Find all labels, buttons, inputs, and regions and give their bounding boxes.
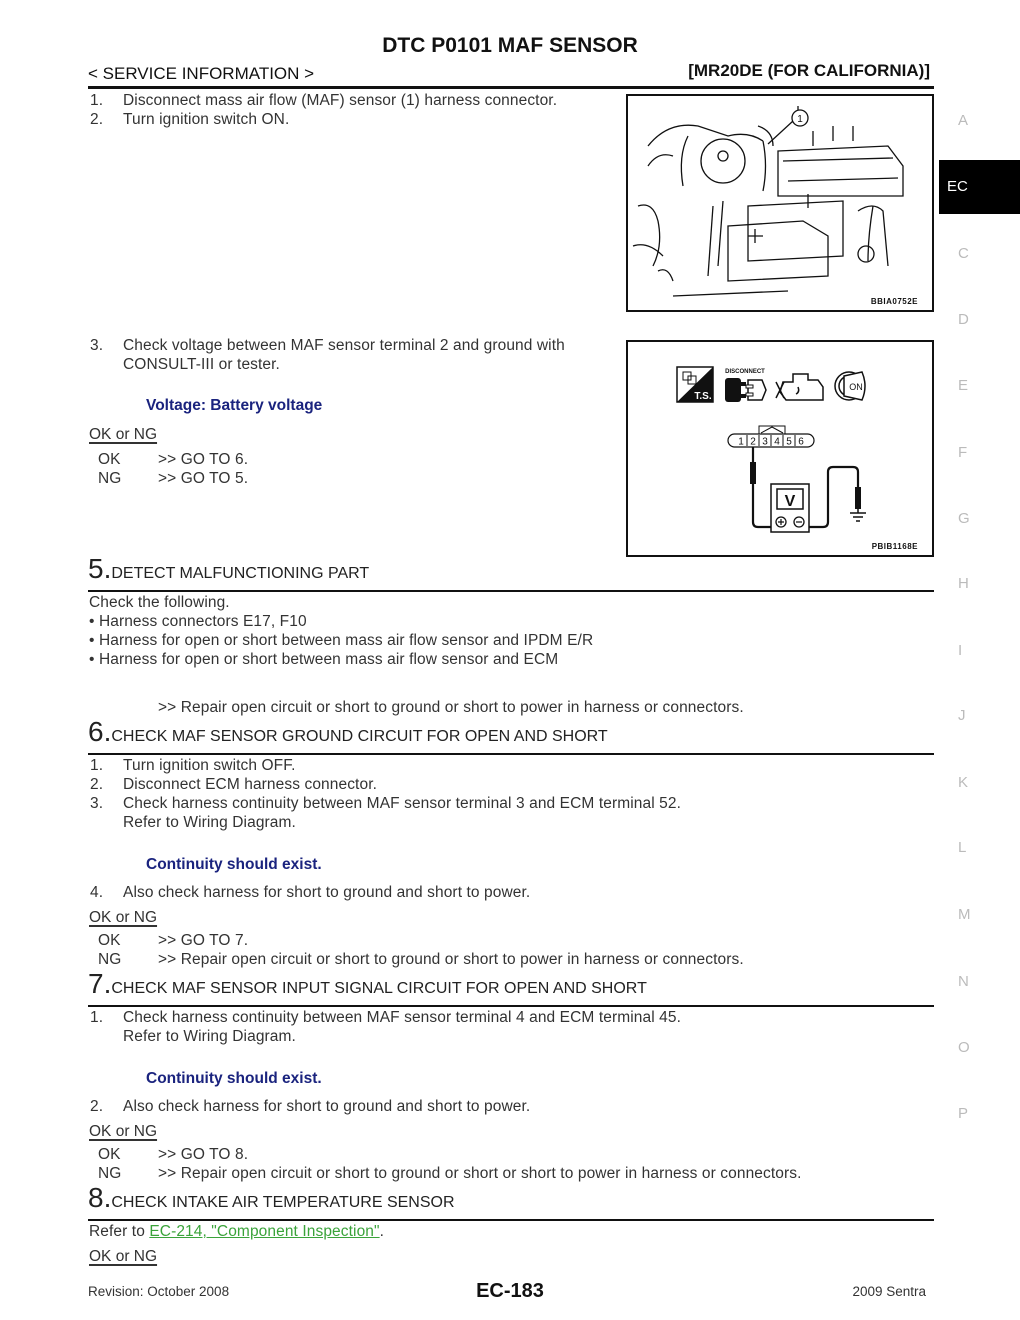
spec-note: Voltage: Battery voltage <box>146 397 323 414</box>
list-item: 3. Check voltage between MAF sensor terminal 2 and ground with <box>90 337 565 354</box>
step-5-intro: Check the following. <box>89 594 230 611</box>
revision-date: Revision: October 2008 <box>88 1284 230 1299</box>
tab-c[interactable]: C <box>958 245 969 262</box>
voltage-check-figure <box>626 340 934 557</box>
list-item: 4. Also check harness for short to ground and short to power. <box>90 884 531 901</box>
engine-off-icon <box>776 374 823 400</box>
step-6-heading: 6.CHECK MAF SENSOR GROUND CIRCUIT FOR OPEN AND SHORT <box>88 716 608 747</box>
tab-l[interactable]: L <box>958 839 967 856</box>
spec-note: Continuity should exist. <box>146 1070 322 1087</box>
page-title: DTC P0101 MAF SENSOR <box>382 34 638 57</box>
terminal-5: 5 <box>786 436 792 448</box>
list-item: 3. Check harness continuity between MAF sensor terminal 3 and ECM terminal 52. <box>90 795 681 812</box>
refer-line: Refer to EC-214, "Component Inspection". <box>89 1223 385 1240</box>
result-ng: NG >> Repair open circuit or short to ground or short to power in harness or connectors. <box>98 951 744 968</box>
step-8-heading: 8.CHECK INTAKE AIR TEMPERATURE SENSOR <box>88 1182 455 1213</box>
list-item: 1. Check harness continuity between MAF sensor terminal 4 and ECM terminal 45. <box>90 1009 681 1026</box>
page-number: EC-183 <box>476 1280 544 1302</box>
probe-negative <box>855 487 861 509</box>
list-item: 2. Also check harness for short to ground and short to power. <box>90 1098 531 1115</box>
result-ng: NG >> Repair open circuit or short to ground or short or short to power in harness or connectors. <box>98 1165 802 1182</box>
ok-or-ng-label: OK or NG <box>89 909 158 926</box>
list-item-cont: Refer to Wiring Diagram. <box>123 814 296 831</box>
voltmeter <box>771 484 809 532</box>
svg-text:1: 1 <box>797 114 803 125</box>
ground-icon <box>850 509 866 521</box>
ts-icon <box>677 367 713 402</box>
list-item: 1. Disconnect mass air flow (MAF) sensor (1) harness connector. <box>90 92 558 109</box>
list-item: 2. Disconnect ECM harness connector. <box>90 776 378 793</box>
engine-bay-figure <box>626 94 934 312</box>
bullet-item: • Harness for open or short between mass air flow sensor and ECM <box>89 651 559 668</box>
step-rule <box>88 590 934 592</box>
list-item: 1. Turn ignition switch OFF. <box>90 757 296 774</box>
tab-p[interactable]: P <box>958 1105 969 1122</box>
header-rule <box>88 86 934 89</box>
result-ok: OK >> GO TO 6. <box>98 451 249 468</box>
step-7-heading: 7.CHECK MAF SENSOR INPUT SIGNAL CIRCUIT FOR OPEN AND SHORT <box>88 968 647 999</box>
section-label: < SERVICE INFORMATION > <box>88 64 315 83</box>
ok-or-ng-label: OK or NG <box>89 1123 158 1140</box>
voltage-check-diagram <box>628 342 932 555</box>
result-ok: OK >> GO TO 7. <box>98 932 249 949</box>
tab-m[interactable]: M <box>958 906 971 923</box>
engine-bay-illustration <box>628 96 932 310</box>
list-item-cont: Refer to Wiring Diagram. <box>123 1028 296 1045</box>
tab-i[interactable]: I <box>958 642 963 659</box>
tab-j[interactable]: J <box>958 707 966 724</box>
component-inspection-link[interactable]: EC-214, "Component Inspection" <box>149 1223 380 1240</box>
tab-ec[interactable]: EC <box>939 160 1020 214</box>
terminal-6: 6 <box>798 436 804 448</box>
tab-k[interactable]: K <box>958 774 969 791</box>
figure-code: PBIB1168E <box>871 542 918 551</box>
tab-o[interactable]: O <box>958 1039 970 1056</box>
list-item-cont: CONSULT-III or tester. <box>123 356 280 373</box>
figure-code: BBIA0752E <box>870 297 918 306</box>
terminal-3: 3 <box>762 436 768 448</box>
spec-note: Continuity should exist. <box>146 856 322 873</box>
result-ng: NG >> GO TO 5. <box>98 470 249 487</box>
step-5-heading: 5.DETECT MALFUNCTIONING PART <box>88 553 370 584</box>
step-5-result: >> Repair open circuit or short to ground or short to power in harness or connectors. <box>158 699 744 716</box>
tab-e[interactable]: E <box>958 377 969 394</box>
ok-or-ng-label: OK or NG <box>89 1248 158 1265</box>
disconnect-icon <box>725 369 766 402</box>
tab-n[interactable]: N <box>958 973 969 990</box>
svg-text:DISCONNECT: DISCONNECT <box>725 369 765 375</box>
ignition-on-icon <box>835 372 865 400</box>
bullet-item: • Harness connectors E17, F10 <box>89 613 307 630</box>
engine-label: [MR20DE (FOR CALIFORNIA)] <box>688 61 930 80</box>
probe-positive <box>750 462 756 484</box>
tab-h[interactable]: H <box>958 575 969 592</box>
step-rule <box>88 753 934 755</box>
result-ok: OK >> GO TO 8. <box>98 1146 249 1163</box>
svg-text:ON: ON <box>849 382 863 392</box>
terminal-2: 2 <box>750 436 756 448</box>
vehicle-model: 2009 Sentra <box>852 1284 926 1299</box>
step-rule <box>88 1005 934 1007</box>
step-rule <box>88 1219 934 1221</box>
tab-a[interactable]: A <box>958 112 969 129</box>
maf-connector <box>728 426 814 448</box>
svg-text:V: V <box>784 493 796 510</box>
terminal-4: 4 <box>774 436 780 448</box>
svg-text:T.S.: T.S. <box>694 391 712 402</box>
terminal-1: 1 <box>738 436 744 448</box>
tab-f[interactable]: F <box>958 444 968 461</box>
tab-g[interactable]: G <box>958 510 970 527</box>
list-item: 2. Turn ignition switch ON. <box>90 111 290 128</box>
ok-or-ng-label: OK or NG <box>89 426 158 443</box>
bullet-item: • Harness for open or short between mass air flow sensor and IPDM E/R <box>89 632 594 649</box>
tab-d[interactable]: D <box>958 311 969 328</box>
